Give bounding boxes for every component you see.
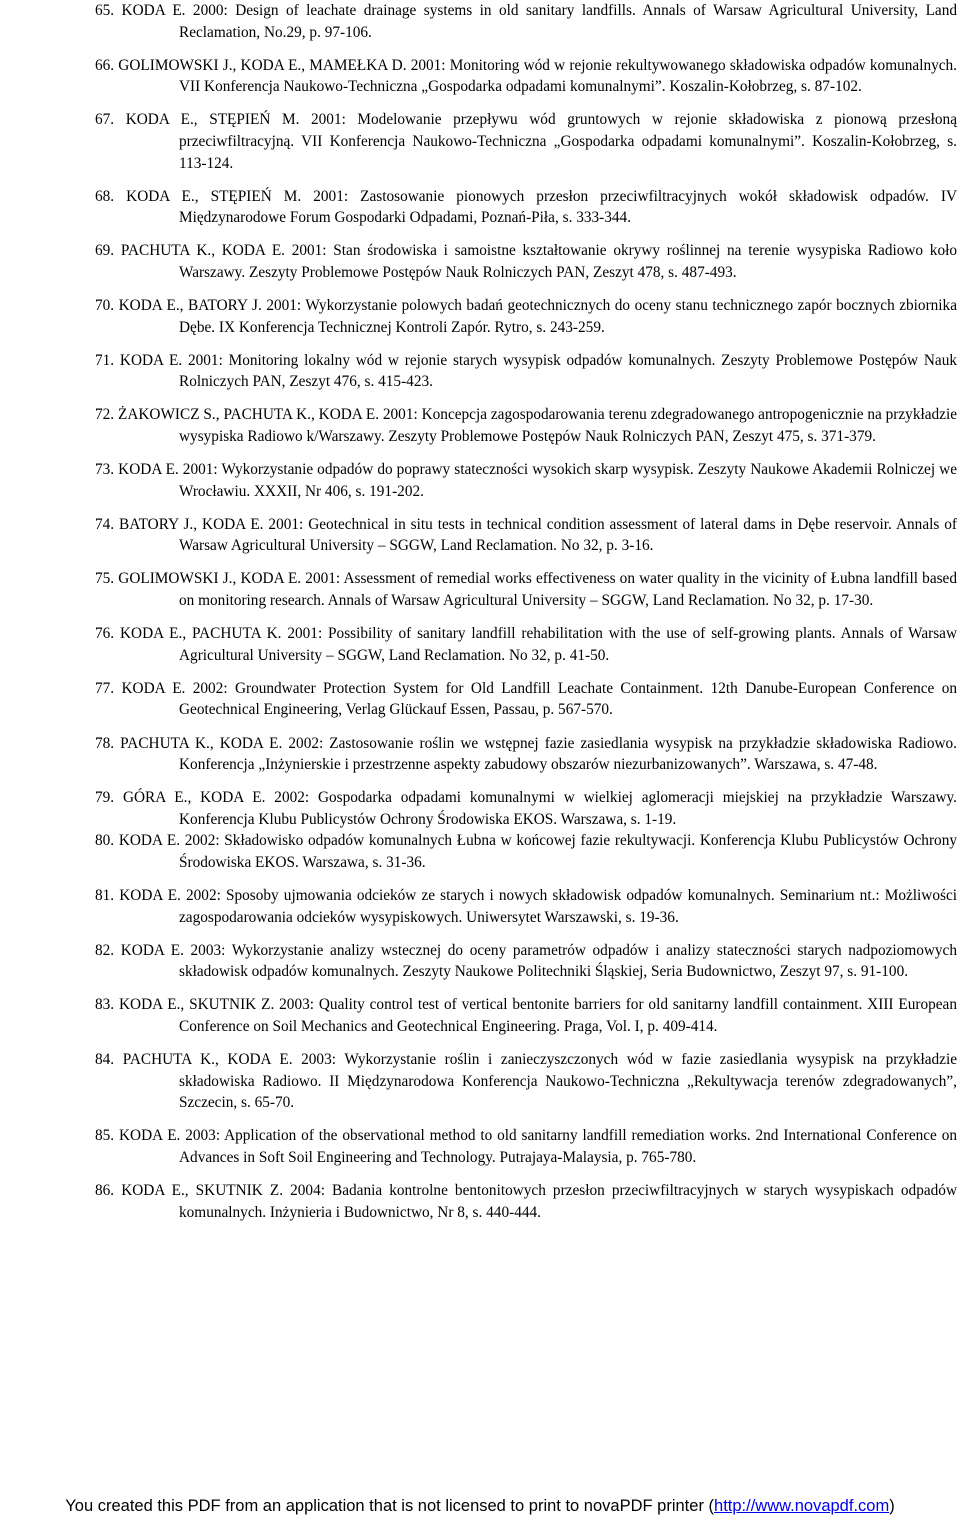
reference-item (95, 787, 957, 830)
reference-item (95, 295, 957, 338)
reference-text: 68. KODA E., STĘPIEŃ M. 2001: Zastosowanie pionowych przesłon przeciwfiltracyjnych wokół składowisk odpadów. IV Międzynarodowe Forum Gospodarki Odpadami, Poznań-Piła, s. 333-344. (95, 187, 957, 227)
reference-item (95, 404, 957, 447)
reference-item (95, 55, 957, 98)
reference-text: 72. ŻAKOWICZ S., PACHUTA K., KODA E. 2001: Koncepcja zagospodarowania terenu zdegradowanego antropogenicznie na przykładzie wysypiska Radiowo k/Warszawy. Zeszyty Problemowe Postępów Nauk Rolniczych PAN, Zeszyt 475, s. 371-379. (95, 406, 957, 445)
reference-item (95, 940, 957, 983)
reference-text: 74. BATORY J., KODA E. 2001: Geotechnical in situ tests in technical condition assessment of lateral dams in Dębe reservoir. Annals of Warsaw Agricultural University – SGGW, Land Reclamation. No 32, p. 3-16. (95, 515, 957, 555)
reference-item (95, 885, 957, 928)
reference-item (95, 1180, 957, 1223)
reference-text: 79. GÓRA E., KODA E. 2002: Gospodarka odpadami komunalnymi w wielkiej aglomeracji miejskiej na przykładzie Warszawy. Konferencja Klubu Publicystów Ochrony Środowiska EKOS. Warszawa, s. 1-19. (95, 789, 957, 828)
reference-item (95, 678, 957, 721)
reference-text: 78. PACHUTA K., KODA E. 2002: Zastosowanie roślin we wstępnej fazie zasiedlania wysypisk na przykładzie składowiska Radiowo. Konferencja „Inżynierskie i przestrzenne aspekty zabudowy obszarów niezurbanizowanych”. Warszawa, s. 47-48. (95, 734, 957, 774)
reference-text: 70. KODA E., BATORY J. 2001: Wykorzystanie polowych badań geotechnicznych do oceny stanu technicznego zapór bocznych zbiornika Dębe. IX Konferencja Technicznej Kontroli Zapór. Rytro, s. 243-259. (95, 297, 957, 336)
reference-item (95, 0, 957, 43)
reference-item (95, 733, 957, 776)
reference-item (95, 994, 957, 1037)
reference-text: 69. PACHUTA K., KODA E. 2001: Stan środowiska i samoistne kształtowanie okrywy roślinnej na terenie wysypiska Radiowo koło Warszawy. Zeszyty Problemowe Postępów Nauk Rolniczych PAN, Zeszyt 478, s. 487-493. (95, 242, 957, 281)
reference-item (95, 109, 957, 174)
reference-text: 71. KODA E. 2001: Monitoring lokalny wód w rejonie starych wysypisk odpadów komunalnych. Zeszyty Problemowe Postępów Nauk Rolniczych PAN, Zeszyt 476, s. 415-423. (95, 351, 957, 391)
reference-item (95, 186, 957, 229)
footer-text: You created this PDF from an application that is not licensed to print to novaPDF printer ( (65, 1497, 715, 1515)
reference-item (95, 568, 957, 611)
reference-text: 77. KODA E. 2002: Groundwater Protection System for Old Landfill Leachate Containment. 12th Danube-European Conference on Geotechnical Engineering, Verlag Glückauf Essen, Passau, p. 567-570. (95, 679, 957, 719)
reference-text: 75. GOLIMOWSKI J., KODA E. 2001: Assessment of remedial works effectiveness on water quality in the vicinity of Łubna landfill based on monitoring research. Annals of Warsaw Agricultural University – SGGW, Land Reclamation. No 32, p. 17-30. (95, 570, 957, 610)
reference-item (95, 240, 957, 283)
reference-text: 73. KODA E. 2001: Wykorzystanie odpadów do poprawy stateczności wysokich skarp wysypisk. Zeszyty Naukowe Akademii Rolniczej we Wrocławiu. XXXII, Nr 406, s. 191-202. (95, 461, 957, 500)
reference-text: 66. GOLIMOWSKI J., KODA E., MAMEŁKA D. 2001: Monitoring wód w rejonie rekultywowanego składowiska odpadów komunalnych. VII Konferencja Naukowo-Techniczna „Gospodarka odpadami komunalnymi”. Koszalin-Kołobrzeg, s. 87-102. (95, 56, 957, 96)
novapdf-link[interactable]: http://www.novapdf.com (714, 1497, 890, 1515)
reference-item (95, 623, 957, 666)
footer-close: ) (889, 1497, 895, 1515)
reference-text: 85. KODA E. 2003: Application of the observational method to old sanitarny landfill remediation works. 2nd International Conference on Advances in Soft Soil Engineering and Technology. Putrajaya-Malaysia, p. 765-780. (95, 1127, 957, 1167)
reference-text: 86. KODA E., SKUTNIK Z. 2004: Badania kontrolne bentonitowych przesłon przeciwfiltracyjnych w starych wysypiskach odpadów komunalnych. Inżynieria i Budownictwo, Nr 8, s. 440-444. (95, 1182, 957, 1221)
reference-item (95, 830, 957, 873)
reference-text: 80. KODA E. 2002: Składowisko odpadów komunalnych Łubna w końcowej fazie rekultywacji. Konferencja Klubu Publicystów Ochrony Środowiska EKOS. Warszawa, s. 31-36. (95, 832, 957, 871)
reference-list (95, 0, 957, 1235)
reference-text: 81. KODA E. 2002: Sposoby ujmowania odcieków ze starych i nowych składowisk odpadów komunalnych. Seminarium nt.: Możliwości zagospodarowania odcieków wysypiskowych. Uniwersytet Warszawski, s. 19-36. (95, 887, 957, 926)
reference-item (95, 350, 957, 393)
reference-item (95, 514, 957, 557)
reference-item (95, 1125, 957, 1168)
reference-item (95, 459, 957, 502)
reference-text: 82. KODA E. 2003: Wykorzystanie analizy wstecznej do oceny parametrów odpadów i analizy stateczności starych nadpoziomowych składowisk odpadów komunalnych. Zeszyty Naukowe Politechniki Śląskiej, Seria Budownictwo, Zeszyt 97, s. 91-100. (95, 941, 957, 981)
reference-text: 83. KODA E., SKUTNIK Z. 2003: Quality control test of vertical bentonite barriers for old sanitarny landfill containment. XIII European Conference on Soil Mechanics and Geotechnical Engineering. Praga, Vol. I, p. 409-414. (95, 996, 957, 1036)
reference-item (95, 1049, 957, 1114)
pdf-footer-notice (0, 1497, 960, 1516)
reference-text: 76. KODA E., PACHUTA K. 2001: Possibility of sanitary landfill rehabilitation with the use of self-growing plants. Annals of Warsaw Agricultural University – SGGW, Land Reclamation. No 32, p. 41-50. (95, 625, 957, 664)
reference-text: 84. PACHUTA K., KODA E. 2003: Wykorzystanie roślin i zanieczyszczonych wód w fazie zasiedlania wysypisk na przykładzie składowiska Radiowo. II Międzynarodowa Konferencja Naukowo-Techniczna „Rekultywacja terenów zdegradowanych”, Szczecin, s. 65-70. (95, 1051, 957, 1112)
reference-text: 65. KODA E. 2000: Design of leachate drainage systems in old sanitary landfills. Annals of Warsaw Agricultural University, Land Reclamation, No.29, p. 97-106. (95, 2, 957, 41)
reference-text: 67. KODA E., STĘPIEŃ M. 2001: Modelowanie przepływu wód gruntowych w rejonie składowiska z pionową przesłoną przeciwfiltracyjną. VII Konferencja Naukowo-Techniczna „Gospodarka odpadami komunalnymi”. Koszalin-Kołobrzeg, s. 113-124. (95, 111, 957, 172)
